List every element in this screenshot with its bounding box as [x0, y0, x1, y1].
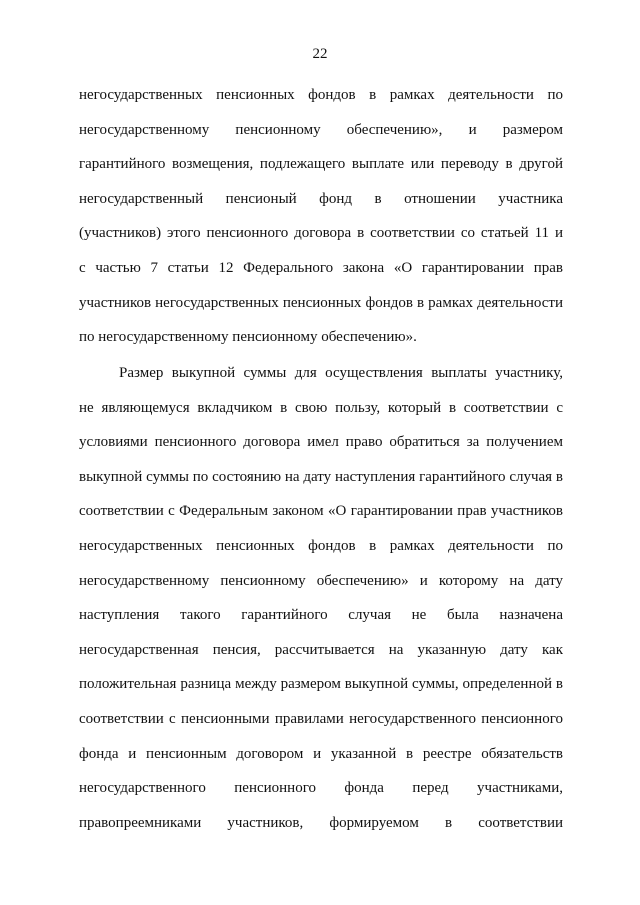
text-line: Размер выкупной суммы для осуществления выплаты участнику, — [119, 365, 563, 381]
text-line: негосударственная пенсия, рассчитывается на указанную дату как — [79, 641, 563, 658]
text-line: положительная разница между размером выкупной суммы, определенной в — [79, 676, 563, 693]
text-line: негосударственных пенсионных фондов в рамках деятельности по — [79, 537, 563, 554]
text-line: соответствии с Федеральным законом «О гарантировании прав участников — [79, 503, 563, 520]
text-line: не являющемуся вкладчиком в свою пользу, который в соответствии с — [79, 399, 563, 416]
text-line: наступления такого гарантийного случая не была назначена — [79, 607, 563, 624]
text-line: негосударственных пенсионных фондов в рамках деятельности по — [79, 87, 563, 103]
text-line: выкупной суммы по состоянию на дату наступления гарантийного случая в — [79, 468, 563, 485]
text-line: фонда и пенсионным договором и указанной в реестре обязательств — [79, 745, 563, 762]
text-line: негосударственному пенсионному обеспечению», и размером — [79, 121, 563, 138]
paragraph-continuation — [79, 84, 563, 361]
text-line: соответствии с пенсионными правилами негосударственного пенсионного — [79, 710, 563, 727]
text-line: с частью 7 статьи 12 Федерального закона «О гарантировании прав — [79, 259, 563, 276]
text-line: условиями пенсионного договора имел право обратиться за получением — [79, 434, 563, 451]
paragraph-buyback-amount — [79, 362, 563, 846]
text-line: негосударственный пенсионый фонд в отношении участника — [79, 190, 563, 207]
text-line: по негосударственному пенсионному обеспечению». — [79, 329, 417, 346]
text-line: негосударственному пенсионному обеспечению» и которому на дату — [79, 572, 563, 589]
text-line: гарантийного возмещения, подлежащего выплате или переводу в другой — [79, 156, 563, 173]
text-line: негосударственного пенсионного фонда перед участниками, — [79, 780, 563, 797]
page-number: 22 — [312, 46, 328, 62]
text-line: участников негосударственных пенсионных фондов в рамках деятельности — [79, 294, 563, 311]
text-line: правопреемниками участников, формируемом в соответствии — [79, 814, 563, 831]
text-line: (участников) этого пенсионного договора в соответствии со статьей 11 и — [79, 225, 563, 242]
